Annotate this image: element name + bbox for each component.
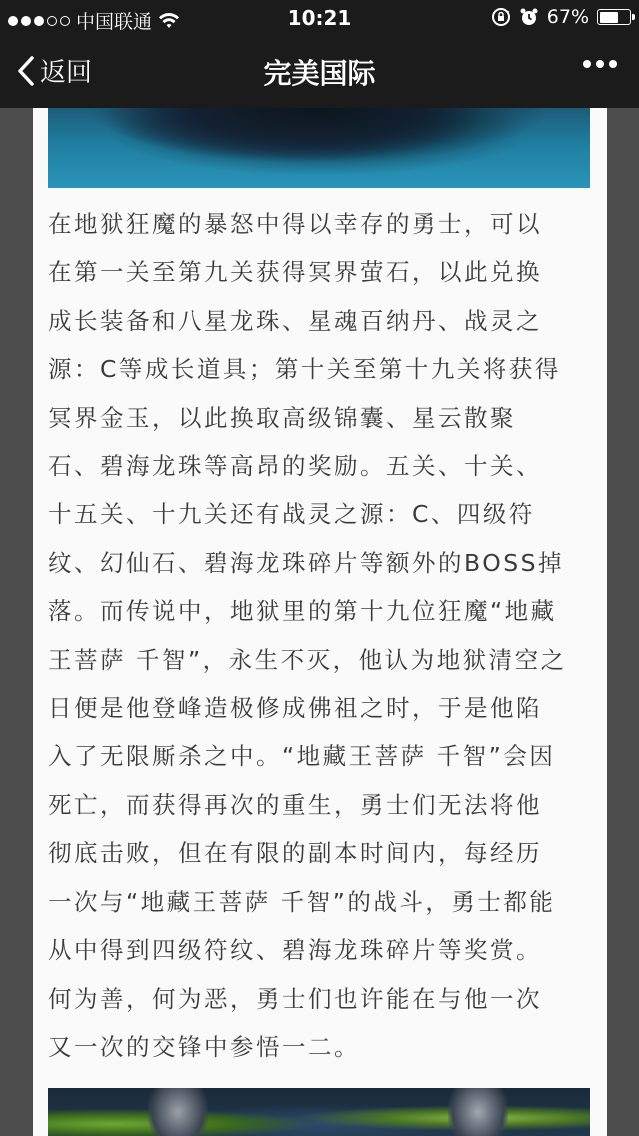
- orientation-lock-icon: [491, 7, 511, 27]
- image-figure: [448, 1088, 508, 1136]
- more-button[interactable]: [583, 60, 617, 68]
- article-line: 冥界金玉，以此换取高级锦囊、星云散聚: [48, 403, 516, 432]
- article-image-top: [48, 108, 590, 188]
- more-dots-icon: [609, 60, 617, 68]
- article-line: 在地狱狂魔的暴怒中得以幸存的勇士，可以: [48, 210, 542, 238]
- more-dots-icon: [596, 60, 604, 68]
- more-dots-icon: [583, 60, 591, 68]
- back-label: 返回: [40, 58, 93, 88]
- article-line: 何为善，何为恶，勇士们也许能在与他一次: [48, 984, 542, 1013]
- article-line: 一次与“地藏王菩萨 千智”的战斗，勇士都能: [48, 887, 556, 916]
- battery-tip: [632, 14, 635, 20]
- article-line: 在第一关至第九关获得冥界萤石，以此兑换: [48, 258, 542, 287]
- article-line: 落。而传说中，地狱里的第十九位狂魔“地藏: [48, 597, 557, 626]
- article-line: 又一次的交锋中参悟一二。: [48, 1032, 360, 1061]
- status-time: 10:21: [287, 6, 352, 30]
- status-bar: [0, 0, 639, 36]
- article-line: 十五关、十九关还有战灵之源：C、四级符: [48, 500, 535, 529]
- carrier-name: 中国联通: [76, 11, 153, 33]
- battery-icon: [597, 9, 631, 25]
- battery-percent: 67%: [546, 6, 589, 28]
- article-line: 彻底击败，但在有限的副本时间内，每经历: [48, 839, 542, 868]
- article-line: 源：C等成长道具；第十关至第十九关将获得: [48, 355, 561, 384]
- image-figure: [148, 1088, 208, 1136]
- image-shadow: [68, 108, 568, 168]
- article-line: 死亡，而获得再次的重生，勇士们无法将他: [48, 790, 542, 819]
- status-right: [491, 6, 631, 28]
- battery-fill: [600, 12, 619, 23]
- nav-bar: [0, 36, 639, 108]
- article-image-bottom: [48, 1088, 590, 1136]
- article-line: 石、碧海龙珠等高昂的奖励。五关、十关、: [48, 452, 542, 481]
- page-title: 完美国际: [263, 57, 376, 90]
- article-line: 入了无限厮杀之中。“地藏王菩萨 千智”会因: [48, 742, 556, 771]
- article-line: 日便是他登峰造极修成佛祖之时，于是他陷: [48, 694, 542, 723]
- alarm-icon: [519, 7, 539, 27]
- article-line: 从中得到四级符纹、碧海龙珠碎片等奖赏。: [48, 936, 542, 965]
- article-line: 王菩萨 千智”，永生不灭，他认为地狱清空之: [48, 645, 567, 674]
- article-line: 成长装备和八星龙珠、星魂百纳丹、战灵之: [48, 306, 542, 335]
- article-line: 纹、幻仙石、碧海龙珠碎片等额外的BOSS掉: [48, 548, 565, 577]
- article-body: [48, 200, 593, 1071]
- article-container[interactable]: [33, 108, 607, 1136]
